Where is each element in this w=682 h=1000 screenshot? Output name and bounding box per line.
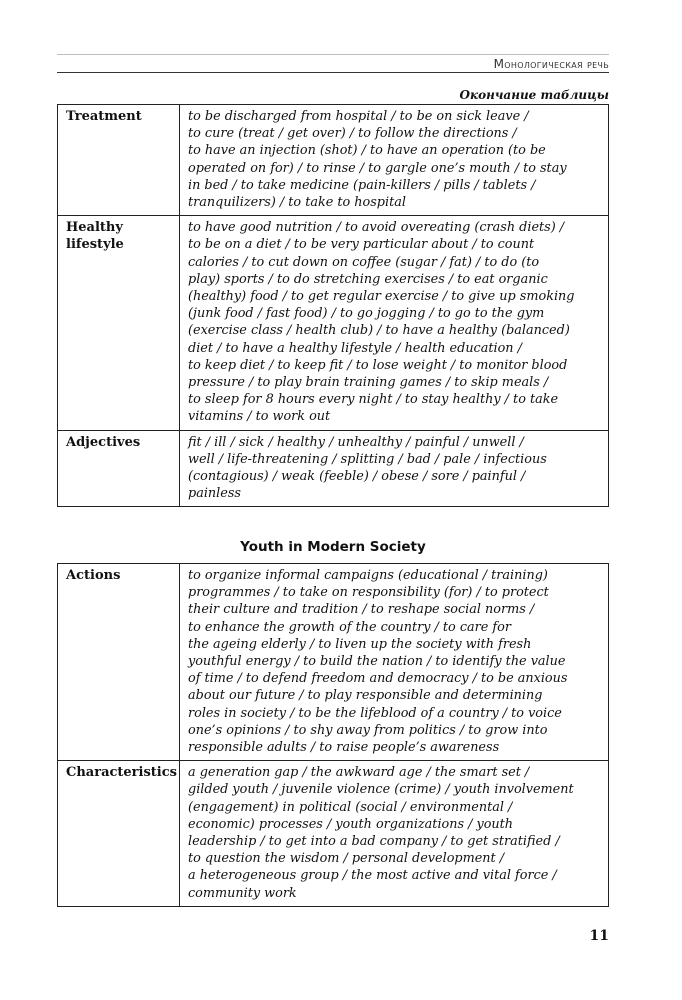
row-phrases xyxy=(180,761,609,907)
row-term: Characteristics xyxy=(58,761,180,907)
phrase-line: (exercise class / health club) / to have a healthy (balanced) xyxy=(188,323,570,339)
phrase-line: to have an injection (shot) / to have an operation (to be xyxy=(188,143,546,159)
table1-body xyxy=(58,105,609,507)
phrase-line: (engagement) in political (social / environmental / xyxy=(188,799,513,815)
phrase-line: to organize informal campaigns (educational / training) xyxy=(188,568,548,583)
phrase-line: their culture and tradition / to reshape social norms / xyxy=(188,602,535,618)
table-row xyxy=(58,216,609,430)
phrase-line: the ageing elderly / to liven up the society with fresh xyxy=(188,636,532,652)
row-phrases xyxy=(180,105,609,216)
phrase-line: economic) processes / youth organizations / youth xyxy=(188,816,514,832)
phrase-line: to keep diet / to keep fit / to lose weight / to monitor blood xyxy=(188,357,568,373)
phrase-line: to sleep for 8 hours every night / to stay healthy / to take xyxy=(188,392,559,408)
phrase-line: to be discharged from hospital / to be on sick leave / xyxy=(188,109,529,124)
table-continuation-label: Окончание таблицы xyxy=(459,88,609,102)
health-vocabulary-table xyxy=(57,104,609,507)
phrase-line: (healthy) food / to get regular exercise / to give up smoking xyxy=(188,289,575,305)
table-row xyxy=(58,564,609,761)
phrase-line: to have good nutrition / to avoid overeating (crash diets) / xyxy=(188,220,565,236)
phrase-line: community work xyxy=(188,885,297,901)
row-term: Treatment xyxy=(58,105,180,216)
phrase-line: pressure / to play brain training games / to skip meals / xyxy=(188,375,549,391)
phrase-line: gilded youth / juvenile violence (crime) / youth involvement xyxy=(188,782,574,798)
phrase-line: operated on for) / to rinse / to gargle one’s mouth / to stay xyxy=(188,160,567,176)
section-label: Монологическая речь xyxy=(493,57,609,71)
phrase-line: a generation gap / the awkward age / the smart set / xyxy=(188,765,530,781)
table-title: Youth in Modern Society xyxy=(240,539,426,555)
row-phrases xyxy=(180,564,609,761)
phrase-line: in bed / to take medicine (pain-killers / pills / tablets / xyxy=(188,177,536,193)
table-row xyxy=(58,430,609,507)
header-rule-bottom xyxy=(57,72,609,73)
phrase-line: vitamins / to work out xyxy=(188,409,331,425)
phrase-line: to enhance the growth of the country / to care for xyxy=(188,619,511,635)
phrase-line: leadership / to get into a bad company / to get stratified / xyxy=(188,834,560,850)
row-term: Adjectives xyxy=(58,430,180,507)
phrase-line: programmes / to take on responsibility (for) / to protect xyxy=(188,585,549,601)
phrase-line: fit / ill / sick / healthy / unhealthy / painful / unwell / xyxy=(188,434,524,450)
row-term: Healthy lifestyle xyxy=(58,216,180,430)
phrase-line: (contagious) / weak (feeble) / obese / sore / painful / xyxy=(188,469,526,485)
phrase-line: play) sports / to do stretching exercises / to eat organic xyxy=(188,271,548,287)
phrase-line: roles in society / to be the lifeblood of a country / to voice xyxy=(188,705,562,721)
row-phrases xyxy=(180,216,609,430)
header-rule-top xyxy=(57,54,609,55)
phrase-line: tranquilizers) / to take to hospital xyxy=(188,195,406,211)
table-row xyxy=(58,761,609,907)
phrase-line: well / life-threatening / splitting / bad / pale / infectious xyxy=(188,451,547,467)
phrase-line: youthful energy / to build the nation / to identify the value xyxy=(188,654,566,670)
phrase-line: to cure (treat / get over) / to follow the directions / xyxy=(188,126,517,142)
phrase-line: painless xyxy=(188,486,241,502)
phrase-line: to be on a diet / to be very particular about / to count xyxy=(188,237,535,253)
row-term: Actions xyxy=(58,564,180,761)
phrase-line: about our future / to play responsible and determining xyxy=(188,688,543,704)
phrase-line: to question the wisdom / personal development / xyxy=(188,851,505,867)
phrase-line: of time / to defend freedom and democracy / to be anxious xyxy=(188,671,568,687)
phrase-line: calories / to cut down on coffee (sugar / fat) / to do (to xyxy=(188,254,540,270)
phrase-line: responsible adults / to raise people’s awareness xyxy=(188,740,500,756)
page-number: 11 xyxy=(589,928,609,944)
phrase-line: a heterogeneous group / the most active and vital force / xyxy=(188,868,557,884)
phrase-line: diet / to have a healthy lifestyle / health education / xyxy=(188,340,522,356)
phrase-line: one’s opinions / to shy away from politics / to grow into xyxy=(188,722,548,738)
phrase-line: (junk food / fast food) / to go jogging / to go to the gym xyxy=(188,306,545,322)
youth-vocabulary-table xyxy=(57,563,609,907)
row-phrases xyxy=(180,430,609,507)
table2-body xyxy=(58,564,609,907)
table-row xyxy=(58,105,609,216)
